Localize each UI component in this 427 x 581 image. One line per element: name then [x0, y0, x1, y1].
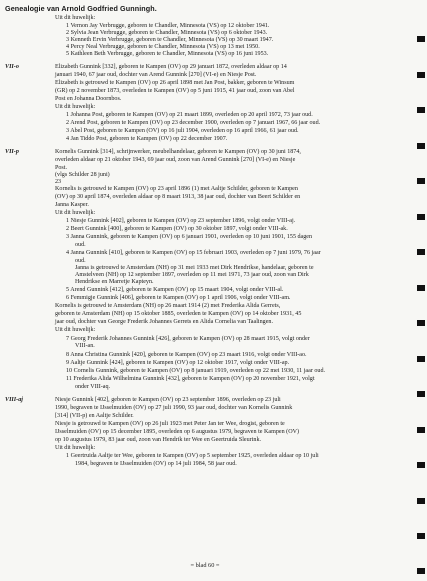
text-line: Uit dit huwelijk:	[55, 445, 96, 451]
generation-tag: VII-p	[5, 149, 19, 155]
text-line: januari 1940, 67 jaar oud, dochter van Arend Gunnink [270] (VI-e) en Niesje Post.	[55, 72, 257, 78]
text-line: 4 Percy Neal Verbrugge, geboren te Chandler, Minnesota (VS) op 13 mei 1950.	[66, 44, 260, 50]
text-line: 2 Beert Gunnink [400], geboren te Kampen (OV) op 30 oktober 1897, volgt onder VIII-ak.	[66, 226, 288, 232]
text-line: 4 Janna Gunnink [410], geboren te Kampen (OV) op 15 februari 1903, overleden op 7 juni 1979, 76 jaar	[66, 250, 321, 256]
text-line: Uit dit huwelijk:	[55, 104, 96, 110]
text-line: 9 Aaltje Gunnink [424], geboren te Kampen (OV) op 12 oktober 1917, volgt onder VIII-ap.	[66, 360, 290, 366]
binding-marks	[413, 0, 427, 581]
text-line: 6 Femmigje Gunnink [406], geboren te Kampen (OV) op 1 april 1906, volgt onder VIII-am.	[66, 295, 291, 301]
text-line: 5 Kathleen Beth Verbrugge, geboren te Chandler, Minnesota (VS) op 16 juni 1953.	[66, 51, 269, 57]
text-line: Kornelis is getrouwd te Amsterdam (NH) op 26 maart 1914 (2) met Frederika Alida Gerrets,	[55, 303, 281, 309]
text-line: 10 Cornelis Gunnink, geboren te Kampen (OV) op 8 januari 1919, overleden op 22 mei 1930, 11 jaar oud.	[66, 368, 326, 374]
text-line: Amstelveen (NH) op 12 september 1897, overleden op 11 mei 1971, 73 jaar oud, zoon van Dirk	[75, 272, 309, 278]
text-line: Elizabeth is getrouwd te Kampen (OV) op 26 april 1898 met Jan Post, bakker, geboren te Winsum	[55, 80, 295, 86]
text-line: (vlgs Schilder 28 juni)	[55, 172, 110, 178]
text-line: Kornelis is getrouwd te Kampen (OV) op 23 april 1896 (1) met Aaltje Schilder, geboren te Kampen	[55, 186, 298, 192]
text-line: 23	[55, 179, 62, 185]
text-line: Post en Johanna Doornbos.	[55, 96, 122, 102]
text-line: Janna Kasper.	[55, 202, 89, 208]
text-line: jaar oud, dochter van George Frederik Johannes Gerrets en Alida Cornelia van Taalingen.	[55, 319, 273, 325]
text-line: 1 Johanna Post, geboren te Kampen (OV) op 21 maart 1899, overleden op 20 april 1972, 73 jaar oud.	[66, 112, 313, 118]
page-header: Genealogie van Arnold Godfried Gunningh.	[5, 4, 157, 13]
text-line: [314] (VII-p) en Aaltje Schilder.	[55, 413, 134, 419]
text-line: geboren te Amsterdam (NH) op 15 oktober 1885, overleden te Kampen (OV) op 14 oktober 1931, 45	[55, 311, 302, 317]
text-line: Niesje Gunnink [402], geboren te Kampen (OV) op 23 september 1896, overleden op 23 juli	[55, 397, 281, 403]
text-line: 1984, begraven te IJsselmuiden (OV) op 14 juli 1984, 58 jaar oud.	[75, 461, 237, 467]
text-line: Uit dit huwelijk:	[55, 210, 96, 216]
text-line: 1 Niesje Gunnink [402], geboren te Kampen (OV) op 23 september 1896, volgt onder VIII-aj.	[66, 218, 296, 224]
text-line: 11 Frederika Alida Wilhelmina Gunnink [432], geboren te Kampen (OV) op 20 november 1921, volgt	[66, 376, 315, 382]
text-line: 3 Kenneth Ervin Verbrugge, geboren te Chandler, Minnesota (VS) op 30 maart 1947.	[66, 37, 274, 43]
text-line: 2 Arend Post, geboren te Kampen (OV) op 23 december 1900, overleden op 7 januari 1967, 66 jaar oud.	[66, 120, 321, 126]
text-line: Janna is getrouwd te Amsterdam (NH) op 31 mei 1933 met Dirk Hendrikse, handelaar, geboren te	[75, 265, 314, 271]
text-line: 1 Geertruida Aaltje ter Wee, geboren te Kampen (OV) op 5 september 1925, overleden aldaar op 10 juli	[66, 453, 319, 459]
text-line: IJsselmuiden (OV) op 15 december 1895, overleden op 6 augustus 1979, begraven te Kampen (OV)	[55, 429, 300, 435]
page-footer: = blad 60 =	[190, 562, 220, 569]
text-line: 8 Anna Christina Gunnink [420], geboren te Kampen (OV) op 23 maart 1916, volgt onder VIII-ao.	[66, 352, 307, 358]
text-line: onder VIII-aq.	[75, 384, 111, 390]
text-line: Post.	[55, 165, 68, 171]
text-line: Hendrikse en Marretje Kapteyn.	[75, 279, 154, 285]
text-line: 2 Sylvia Jean Verbrugge, geboren te Chandler, Minnesota (VS) op 6 oktober 1943.	[66, 30, 268, 36]
text-line: Niesje is getrouwd te Kampen (OV) op 26 juli 1923 met Peter Jan ter Wee, drogist, geboren te	[55, 421, 285, 427]
text-line: 3 Janna Gunnink, geboren te Kampen (OV) op 6 januari 1901, overleden op 10 juni 1901, 155 dagen	[66, 234, 313, 240]
text-line: 5 Arend Gunnink [412], geboren te Kampen (OV) op 15 maart 1904, volgt onder VIII-al.	[66, 287, 284, 293]
text-line: Kornelis Gunnink [314], schrijnwerker, meubelhandelaar, geboren te Kampen (OV) op 30 juni 1874,	[55, 149, 301, 155]
text-line: 7 Georg Frederik Johannes Gunnink [426], geboren te Kampen (OV) op 28 maart 1915, volgt onder	[66, 336, 310, 342]
text-line: overleden aldaar op 21 oktober 1943, 69 jaar oud, zoon van Arend Gunnink [270] (VI-e) en Niesje	[55, 157, 296, 163]
text-line: Uit dit huwelijk:	[55, 15, 96, 21]
text-line: 1 Vernon Jay Verbrugge, geboren te Chandler, Minnesota (VS) op 12 oktober 1941.	[66, 23, 270, 29]
text-line: 3 Abel Post, geboren te Kampen (OV) op 16 juli 1904, overleden op 16 april 1966, 61 jaar oud.	[66, 128, 299, 134]
text-line: op 10 augustus 1979, 83 jaar oud, zoon van Hendrik ter Wee en Geertruida Sleurink.	[55, 437, 262, 443]
text-line: Uit dit huwelijk:	[55, 327, 96, 333]
generation-tag: VII-o	[5, 64, 19, 70]
text-line: (OV) op 30 april 1874, overleden aldaar op 8 maart 1913, 38 jaar oud, dochter van Beert Schilder en	[55, 194, 301, 200]
text-line: (GR) op 2 november 1873, overleden te Kampen (OV) op 5 juni 1915, 41 jaar oud, zoon van Abel	[55, 88, 295, 94]
text-line: VIII-an.	[75, 343, 95, 349]
text-line: Elizabeth Gunnink [332], geboren te Kampen (OV) op 29 januari 1872, overleden aldaar op 14	[55, 64, 287, 70]
text-line: oud.	[75, 242, 86, 248]
generation-tag: VIII-aj	[5, 397, 23, 403]
text-line: 1990, begraven te IJsselmuiden (OV) op 27 juli 1990, 93 jaar oud, dochter van Kornelis Gunnink	[55, 405, 293, 411]
text-line: oud.	[75, 258, 86, 264]
text-line: 4 Jan Tiddo Post, geboren te Kampen (OV) op 22 december 1907.	[66, 136, 228, 142]
